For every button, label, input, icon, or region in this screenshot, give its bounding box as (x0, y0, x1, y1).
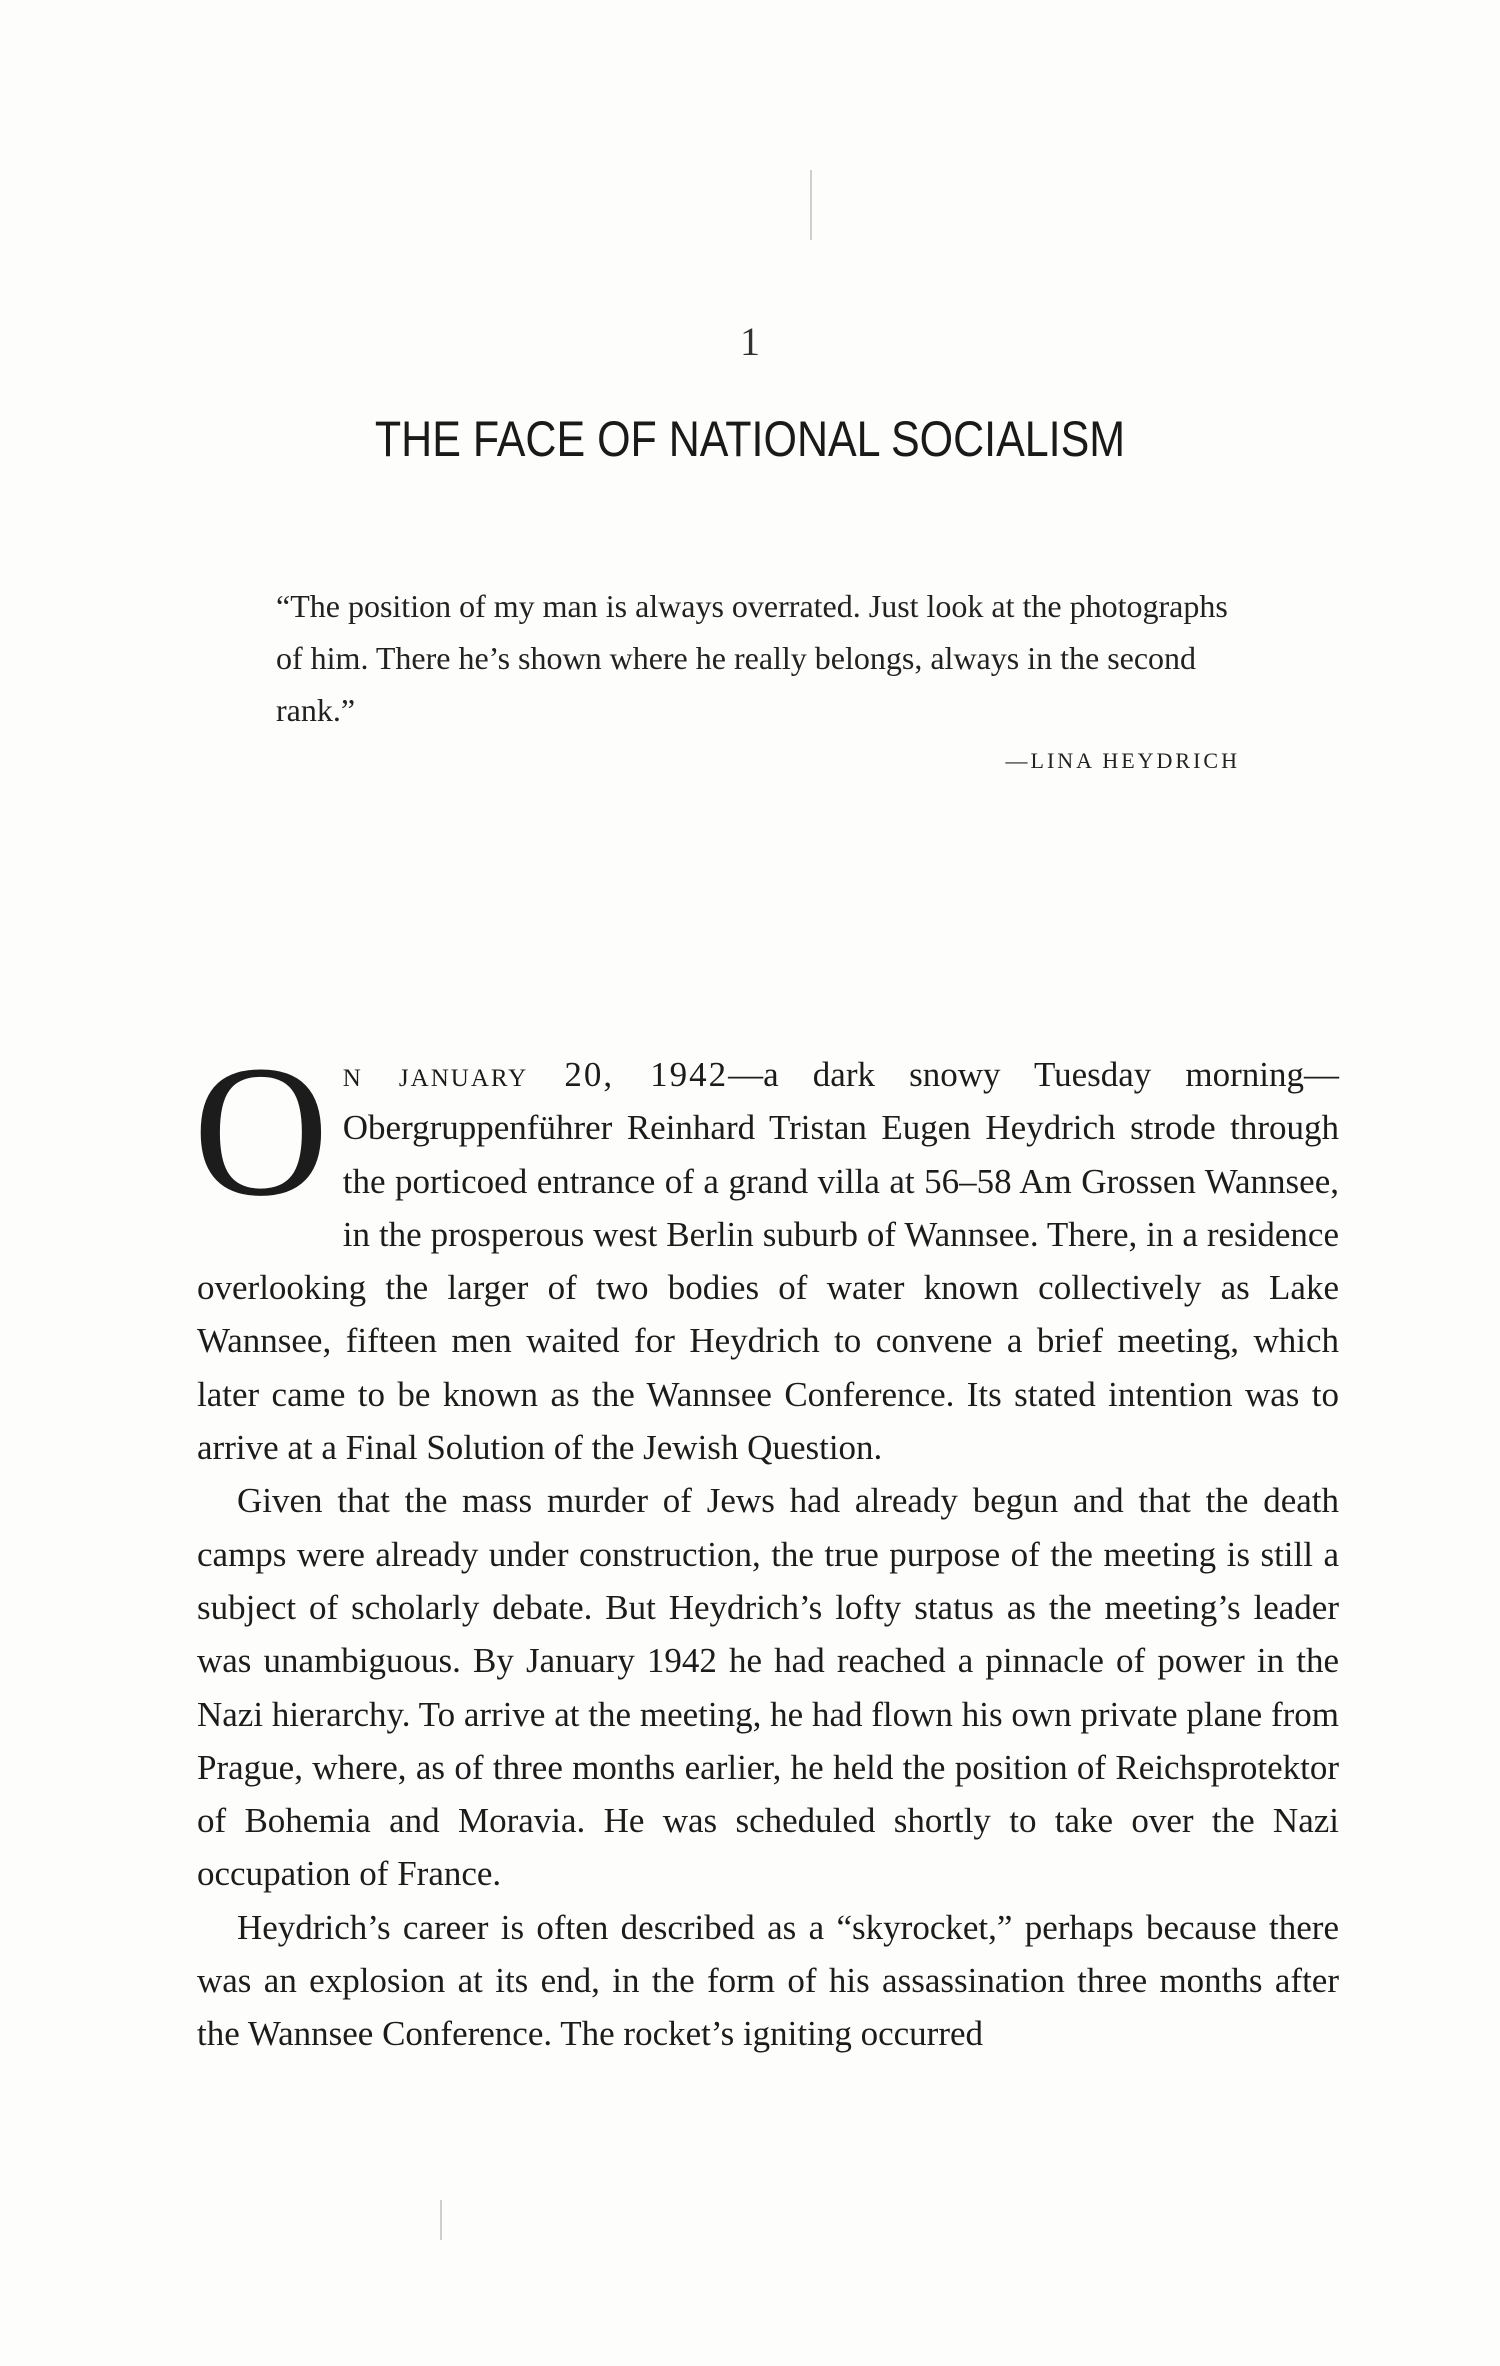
chapter-title: THE FACE OF NATIONAL SOCIALISM (374, 411, 1126, 467)
epigraph-quote: “The position of my man is always overrated. Just look at the photographs of him. There he’s shown where he really belongs, always in the second rank.” (276, 588, 1228, 728)
paragraph: Heydrich’s career is often described as a “skyrocket,” perhaps because there was an explosion at its end, in the form of his assassination three months after the Wannsee Conference. The rocket’s igniting occurred (197, 1907, 1339, 2054)
paragraph: Given that the mass murder of Jews had already begun and that the death camps were already under construction, the true purpose of the meeting is still a subject of scholarly debate. But Heydrich’s lofty status as the meeting’s leader was unambiguous. By January 1942 he had reached a pinnacle of power in the Nazi hierarchy. To arrive at the meeting, he had flown his own private plane from Prague, where, as of three months earlier, he held the position of Reichsprotektor of Bohemia and Moravia. He was scheduled shortly to take over the Nazi occupation of France. (197, 1481, 1339, 1894)
paragraph-text: —a dark snowy Tuesday morning—Obergruppenführer Reinhard Tristan Eugen Heydrich strode through the porticoed entrance of a grand villa at 56–58 Am Grossen Wannsee, in the prosperous west Berlin suburb of Wannsee. There, in a residence overlooking the larger of two bodies of water known collectively as Lake Wannsee, fifteen men waited for Heydrich to convene a brief meeting, which later came to be known as the Wannsee Conference. Its stated intention was to arrive at a Final Solution of the Jewish Question. (197, 1055, 1339, 1468)
epigraph-attribution: —LINA HEYDRICH (1005, 748, 1240, 773)
chapter-number: 1 (740, 319, 760, 364)
chapter-body (193, 1026, 1339, 2061)
drop-cap: O (193, 1026, 329, 1235)
scan-artifact (810, 170, 812, 240)
opening-small-caps: n january 20, 1942 (342, 1055, 729, 1094)
scan-artifact (440, 2200, 442, 2240)
paragraph (193, 1026, 1339, 1474)
